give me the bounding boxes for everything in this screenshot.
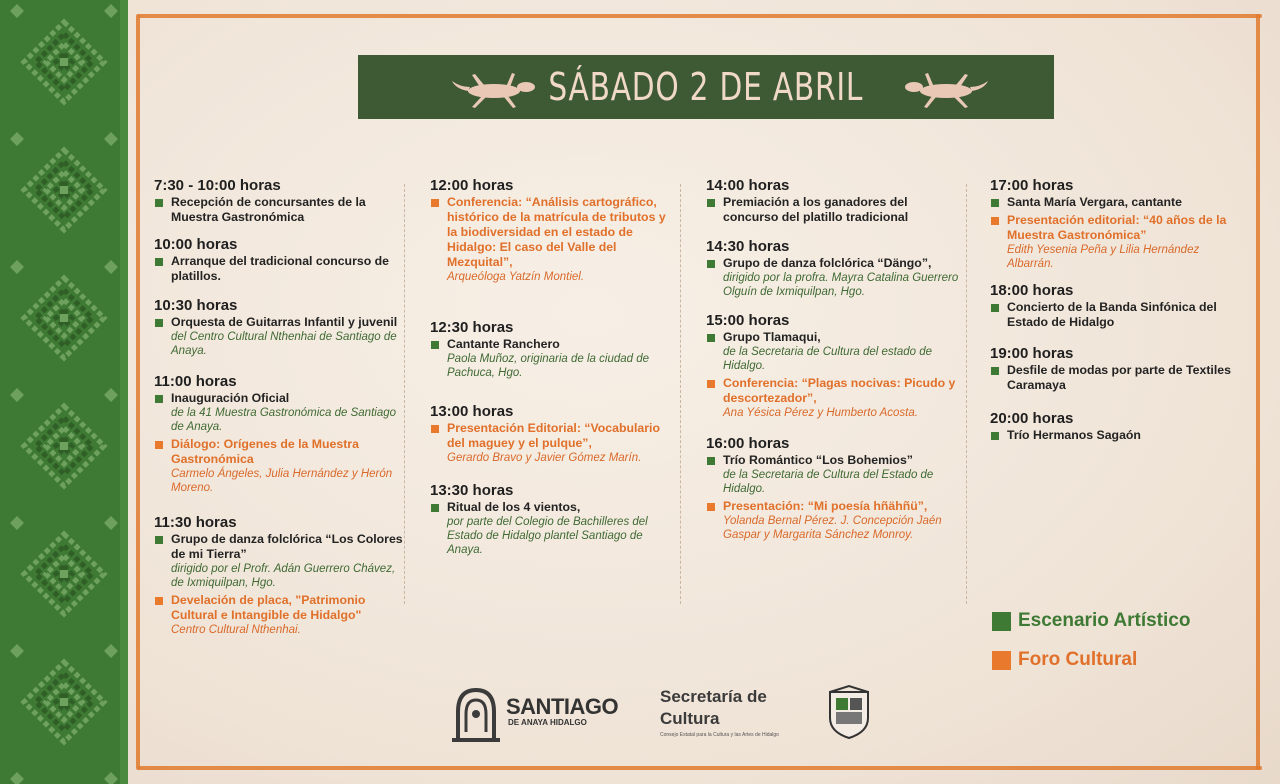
- time-label: 12:00 horas: [430, 177, 514, 194]
- event-title: Conferencia: “Plagas nocivas: Picudo y descortezador”,: [723, 376, 956, 405]
- textile-pattern: [0, 0, 128, 784]
- green-square-icon: [991, 432, 999, 440]
- schedule-column-1: [154, 176, 404, 637]
- event-title: Presentación editorial: “40 años de la Muestra Gastronómica”: [1007, 213, 1227, 242]
- event-detail: Centro Cultural Nthenhai.: [171, 624, 301, 636]
- event-detail: Paola Muñoz, originaria de la ciudad de Pachuca, Hgo.: [447, 353, 650, 379]
- time-label: 13:00 horas: [430, 403, 514, 420]
- green-square-icon: [155, 319, 163, 327]
- time-block: [154, 296, 404, 358]
- green-square-icon: [991, 367, 999, 375]
- santiago-emblem-icon: [448, 684, 504, 744]
- green-square-icon: [431, 341, 439, 349]
- column-divider: [966, 184, 967, 604]
- lizard-left-icon: [450, 61, 538, 113]
- time-label: 11:30 horas: [154, 514, 237, 531]
- orange-square-icon: [992, 651, 1011, 670]
- event-detail: por parte del Colegio de Bachilleres del Estado de Hidalgo plantel Santiago de Anaya.: [447, 516, 648, 556]
- event-foro: [154, 437, 404, 495]
- time-block: [430, 402, 678, 465]
- event-detail: dirigido por la profra. Mayra Catalina Guerrero Olguín de Ixmiquilpan, Hgo.: [723, 272, 959, 298]
- event-title: Develación de placa, "Patrimonio Cultural e Intangible de Hidalgo": [171, 593, 366, 622]
- event-foro: [154, 593, 404, 637]
- event-title: Orquesta de Guitarras Infantil y juvenil: [171, 315, 398, 329]
- time-block: [430, 318, 678, 380]
- event-detail: de la Secretaria de Cultura del estado de Hidalgo.: [723, 346, 933, 372]
- event-detail: Carmelo Ángeles, Julia Hernández y Herón Moreno.: [171, 468, 393, 494]
- event-title: Recepción de concursantes de la Muestra Gastronómica: [171, 195, 366, 224]
- event-title: Presentación Editorial: “Vocabulario del maguey y el pulque”,: [447, 421, 660, 450]
- green-square-icon: [992, 612, 1011, 631]
- orange-square-icon: [991, 217, 999, 225]
- event-title: Grupo de danza folclórica “Los Colores de mi Tierra”: [171, 532, 403, 561]
- event-foro: [706, 499, 962, 542]
- event-title: Cantante Ranchero: [447, 337, 560, 351]
- event-escenario: [154, 532, 404, 590]
- secretaria-logo-line2: Cultura: [660, 709, 720, 728]
- time-block: [154, 513, 404, 637]
- legend-label: Foro Cultural: [1018, 649, 1138, 670]
- event-title: Desfile de modas por parte de Textiles Caramaya: [1007, 363, 1231, 392]
- time-block: [154, 235, 404, 284]
- logos-footer: [0, 682, 1280, 762]
- frame-right: [1256, 14, 1260, 770]
- orange-square-icon: [431, 199, 439, 207]
- legend-escenario: [992, 610, 1190, 632]
- event-foro: [430, 421, 678, 465]
- event-title: Conferencia: “Análisis cartográfico, histórico de la matrícula de tributos y la biodiversidad en el estado de Hidalgo: El caso del Valle del Mezquital”,: [447, 195, 666, 269]
- event-escenario: [154, 254, 404, 284]
- event-detail: de la 41 Muestra Gastronómica de Santiago de Anaya.: [171, 407, 397, 433]
- column-divider: [680, 184, 681, 604]
- time-block: [706, 311, 962, 420]
- event-escenario: [990, 195, 1240, 210]
- event-detail: de la Secretaria de Cultura del Estado de Hidalgo.: [723, 469, 934, 495]
- secretaria-tagline: Consejo Estatal para la Cultura y las Artes de Hidalgo: [660, 732, 779, 738]
- time-block: [706, 237, 962, 299]
- time-label: 11:00 horas: [154, 373, 237, 390]
- secretaria-logo-line1: Secretaría de: [660, 687, 767, 706]
- time-label: 7:30 - 10:00 horas: [154, 177, 281, 194]
- event-escenario: [430, 337, 678, 380]
- event-title: Concierto de la Banda Sinfónica del Estado de Hidalgo: [1007, 300, 1217, 329]
- time-block: [154, 372, 404, 495]
- event-title: Premiación a los ganadores del concurso del platillo tradicional: [723, 195, 909, 224]
- lizard-right-icon: [902, 61, 990, 113]
- green-square-icon: [991, 304, 999, 312]
- time-block: [430, 176, 678, 284]
- event-detail: Gerardo Bravo y Javier Gómez Marín.: [447, 452, 642, 464]
- schedule-column-3: [706, 176, 962, 542]
- event-title: Ritual de los 4 vientos,: [447, 500, 581, 514]
- event-escenario: [154, 195, 404, 225]
- event-title: Inauguración Oficial: [171, 391, 290, 405]
- municipal-seal-icon: [824, 684, 874, 742]
- time-block: [990, 344, 1240, 393]
- time-label: 17:00 horas: [990, 177, 1074, 194]
- time-label: 10:30 horas: [154, 297, 238, 314]
- orange-square-icon: [431, 425, 439, 433]
- event-title: Diálogo: Orígenes de la Muestra Gastronómica: [171, 437, 359, 466]
- event-escenario: [706, 453, 962, 496]
- time-block: [706, 176, 962, 225]
- time-label: 13:30 horas: [430, 482, 514, 499]
- frame-top: [138, 14, 1262, 18]
- event-escenario: [154, 391, 404, 434]
- green-square-icon: [155, 395, 163, 403]
- green-square-icon: [707, 334, 715, 342]
- time-block: [430, 481, 678, 557]
- frame-bottom: [138, 766, 1262, 770]
- schedule-column-4: [990, 176, 1240, 443]
- event-title: Arranque del tradicional concurso de platillos.: [171, 254, 389, 283]
- green-square-icon: [991, 199, 999, 207]
- event-escenario: [990, 300, 1240, 330]
- green-square-icon: [707, 457, 715, 465]
- event-title: Trío Romántico “Los Bohemios”: [723, 453, 913, 467]
- time-block: [990, 176, 1240, 271]
- event-foro: [430, 195, 678, 284]
- time-block: [706, 434, 962, 542]
- time-block: [990, 409, 1240, 443]
- time-block: [154, 176, 404, 225]
- green-square-icon: [155, 199, 163, 207]
- event-title: Presentación: “Mi poesía hñähñü”,: [723, 499, 928, 513]
- frame-left: [136, 14, 140, 770]
- time-label: 20:00 horas: [990, 410, 1074, 427]
- time-block: [990, 281, 1240, 330]
- green-square-icon: [155, 536, 163, 544]
- legend-foro: [992, 649, 1137, 671]
- orange-square-icon: [155, 441, 163, 449]
- time-label: 18:00 horas: [990, 282, 1074, 299]
- event-detail: Ana Yésica Pérez y Humberto Acosta.: [723, 407, 918, 419]
- textile-border: [0, 0, 128, 784]
- event-title: Trío Hermanos Sagaón: [1007, 428, 1141, 442]
- event-foro: [990, 213, 1240, 271]
- schedule-column-2: [430, 176, 678, 557]
- event-foro: [706, 376, 962, 420]
- time-label: 14:30 horas: [706, 238, 790, 255]
- event-detail: Arqueóloga Yatzín Montiel.: [447, 271, 585, 283]
- event-escenario: [706, 195, 962, 225]
- banner-title: SÁBADO 2 DE ABRIL: [548, 65, 864, 109]
- event-escenario: [990, 363, 1240, 393]
- time-label: 19:00 horas: [990, 345, 1074, 362]
- event-escenario: [706, 330, 962, 373]
- green-square-icon: [431, 504, 439, 512]
- time-label: 14:00 horas: [706, 177, 790, 194]
- green-square-icon: [155, 258, 163, 266]
- event-title: Grupo de danza folclórica “Dängo”,: [723, 256, 932, 270]
- event-escenario: [706, 256, 962, 299]
- time-label: 16:00 horas: [706, 435, 790, 452]
- santiago-logo-sub: DE ANAYA HIDALGO: [508, 718, 587, 727]
- event-escenario: [430, 500, 678, 557]
- santiago-logo-text: SANTIAGO: [506, 694, 619, 719]
- orange-square-icon: [707, 503, 715, 511]
- time-label: 12:30 horas: [430, 319, 514, 336]
- green-square-icon: [707, 260, 715, 268]
- date-banner: [358, 55, 1054, 119]
- event-title: Santa María Vergara, cantante: [1007, 195, 1182, 209]
- legend-label: Escenario Artístico: [1018, 610, 1191, 631]
- column-divider: [404, 184, 405, 604]
- event-escenario: [154, 315, 404, 358]
- event-detail: Edith Yesenia Peña y Lilia Hernández Albarrán.: [1007, 244, 1200, 270]
- time-label: 15:00 horas: [706, 312, 790, 329]
- time-label: 10:00 horas: [154, 236, 238, 253]
- orange-square-icon: [155, 597, 163, 605]
- green-square-icon: [707, 199, 715, 207]
- event-detail: dirigido por el Profr. Adán Guerrero Chávez, de Ixmiquilpan, Hgo.: [171, 563, 396, 589]
- event-detail: del Centro Cultural Nthenhai de Santiago de Anaya.: [171, 331, 397, 357]
- orange-square-icon: [707, 380, 715, 388]
- event-escenario: [990, 428, 1240, 443]
- event-title: Grupo Tlamaqui,: [723, 330, 821, 344]
- event-detail: Yolanda Bernal Pérez. J. Concepción Jaén Gaspar y Margarita Sánchez Monroy.: [723, 515, 942, 541]
